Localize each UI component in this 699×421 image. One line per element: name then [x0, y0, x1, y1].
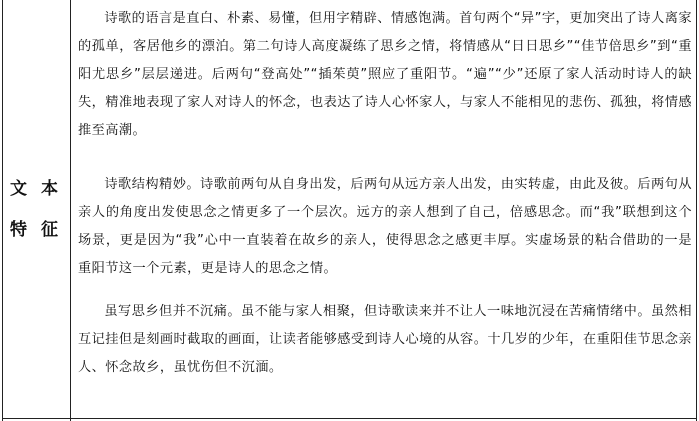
table-left-border	[2, 0, 3, 421]
label-line-1: 文 本	[10, 179, 62, 199]
paragraph-mood: 虽写思乡但并不沉痛。虽不能与家人相聚，但诗歌读来并不让人一味地沉浸在苦痛情绪中。虽然相互记挂但是刻画时截取的画面，让读者能够感受到诗人心境的从容。十几岁的少年，在重阳佳节思念亲人、怀念故乡，虽忧伤但不沉湎。	[78, 304, 692, 375]
paragraph-structure: 诗歌结构精妙。诗歌前两句从自身出发，后两句从远方亲人出发，由实转虚，由此及彼。后两句从亲人的角度出发使思念之情更多了一个层次。远方的亲人想到了自己，倍感思念。而“我”联想到这个场景，更是因为“我”心中一直装着在故乡的亲人，使得思念之感更丰厚。实虚场景的粘合借助的一是重阳节这一个元素，更是诗人的思念之情。	[78, 177, 692, 276]
content-cell	[78, 0, 692, 421]
column-divider	[70, 0, 71, 421]
paragraph-language: 诗歌的语言是直白、朴素、易懂，但用字精辟、情感饱满。首句两个“异”字，更加突出了诗人离家的孤单，客居他乡的漂泊。第二句诗人高度凝练了思乡之情，将情感从“日日思乡”“佳节倍思乡”到“重阳尤思乡”层层递进。后两句“登高处”“插茱萸”照应了重阳节。“遍”“少”还原了家人活动时诗人的缺失，精准地表现了家人对诗人的怀念，也表达了诗人心怀家人，与家人不能相见的悲伤、孤独，将情感推至高潮。	[78, 11, 692, 138]
label-cell	[4, 0, 68, 421]
table-right-border	[696, 0, 697, 421]
label-line-2: 特 征	[10, 220, 62, 240]
